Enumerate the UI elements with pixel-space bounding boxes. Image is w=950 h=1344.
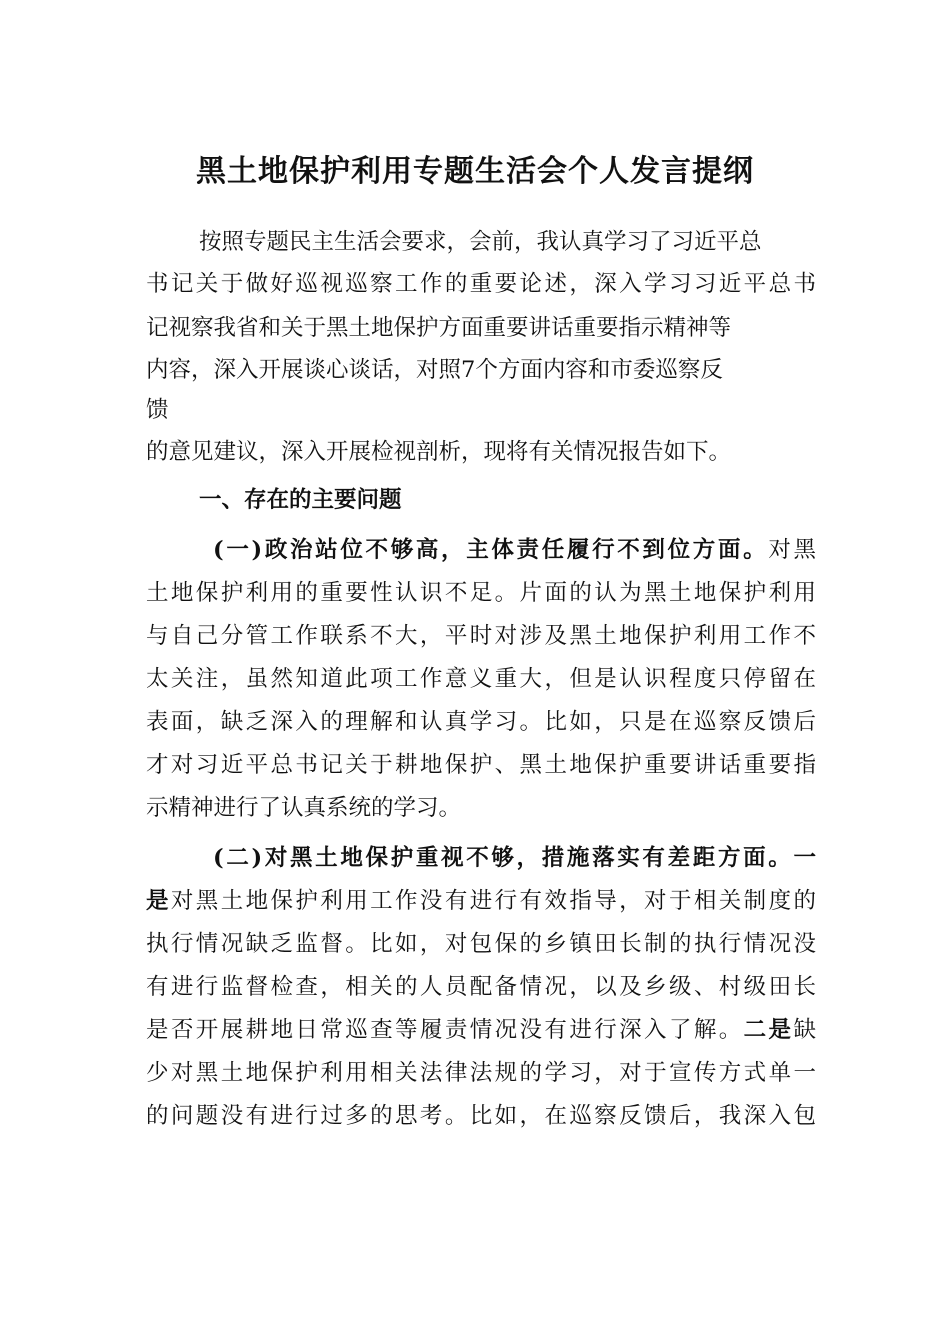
item1-bold-heading: (一)政治站位不够高，主体责任履行不到位方面。 — [213, 537, 769, 563]
intro-line-5: 馈 — [146, 397, 169, 423]
item2-line5-a: 是否开展耕地日常巡查等履责情况没有进行深入了解。 — [146, 1017, 744, 1043]
intro-line-4: 内容，深入开展谈心谈话，对照7个方面内容和市委巡察反 — [146, 357, 723, 383]
item2-line-5 — [146, 1014, 816, 1046]
item2-bold-heading: (二)对黑土地保护重视不够，措施落实有差距方面。 — [213, 845, 794, 871]
item1-line: 才对习近平总书记关于耕地保护、黑土地保护重要讲话重要指 — [146, 752, 816, 778]
item2-line2-bold: 是 — [146, 888, 171, 914]
item1-first-line — [213, 534, 816, 566]
item1-line: 与自己分管工作联系不大，平时对涉及黑土地保护利用工作不 — [146, 623, 816, 649]
document-title: 黑土地保护利用专题生活会个人发言提纲 — [196, 154, 754, 189]
item1-line: 土地保护利用的重要性认识不足。片面的认为黑土地保护利用 — [146, 580, 816, 606]
item1-line: 表面，缺乏深入的理解和认真学习。比如，只是在巡察反馈后 — [146, 709, 816, 735]
item2-line: 有进行监督检查，相关的人员配备情况，以及乡级、村级田长 — [146, 974, 816, 1000]
item2-first-line — [213, 842, 816, 874]
intro-line-3: 记视察我省和关于黑土地保护方面重要讲话重要指示精神等 — [146, 315, 732, 341]
item2-line5-b: 缺 — [793, 1017, 816, 1043]
item2-line: 执行情况缺乏监督。比如，对包保的乡镇田长制的执行情况没 — [146, 931, 816, 957]
item2-line: 少对黑土地保护利用相关法律法规的学习，对于宣传方式单一 — [146, 1060, 816, 1086]
item2-bold-tail: 一 — [793, 845, 816, 871]
intro-line-6: 的意见建议，深入开展检视剖析，现将有关情况报告如下。 — [146, 439, 732, 465]
item2-line: 的问题没有进行过多的思考。比如，在巡察反馈后，我深入包 — [146, 1103, 816, 1129]
item1-line: 示精神进行了认真系统的学习。 — [146, 795, 462, 821]
section-heading-1: 一、存在的主要问题 — [199, 487, 402, 513]
item2-line2-rest: 对黑土地保护利用工作没有进行有效指导，对于相关制度的 — [170, 888, 816, 914]
item2-line-2 — [146, 885, 816, 917]
intro-line-2: 书记关于做好巡视巡察工作的重要论述，深入学习习近平总书 — [146, 271, 816, 297]
item1-line: 太关注，虽然知道此项工作意义重大，但是认识程度只停留在 — [146, 666, 816, 692]
item2-line5-bold: 二是 — [743, 1017, 794, 1043]
intro-line-1: 按照专题民主生活会要求，会前，我认真学习了习近平总 — [199, 229, 762, 255]
item1-first-rest: 对黑 — [768, 537, 816, 563]
